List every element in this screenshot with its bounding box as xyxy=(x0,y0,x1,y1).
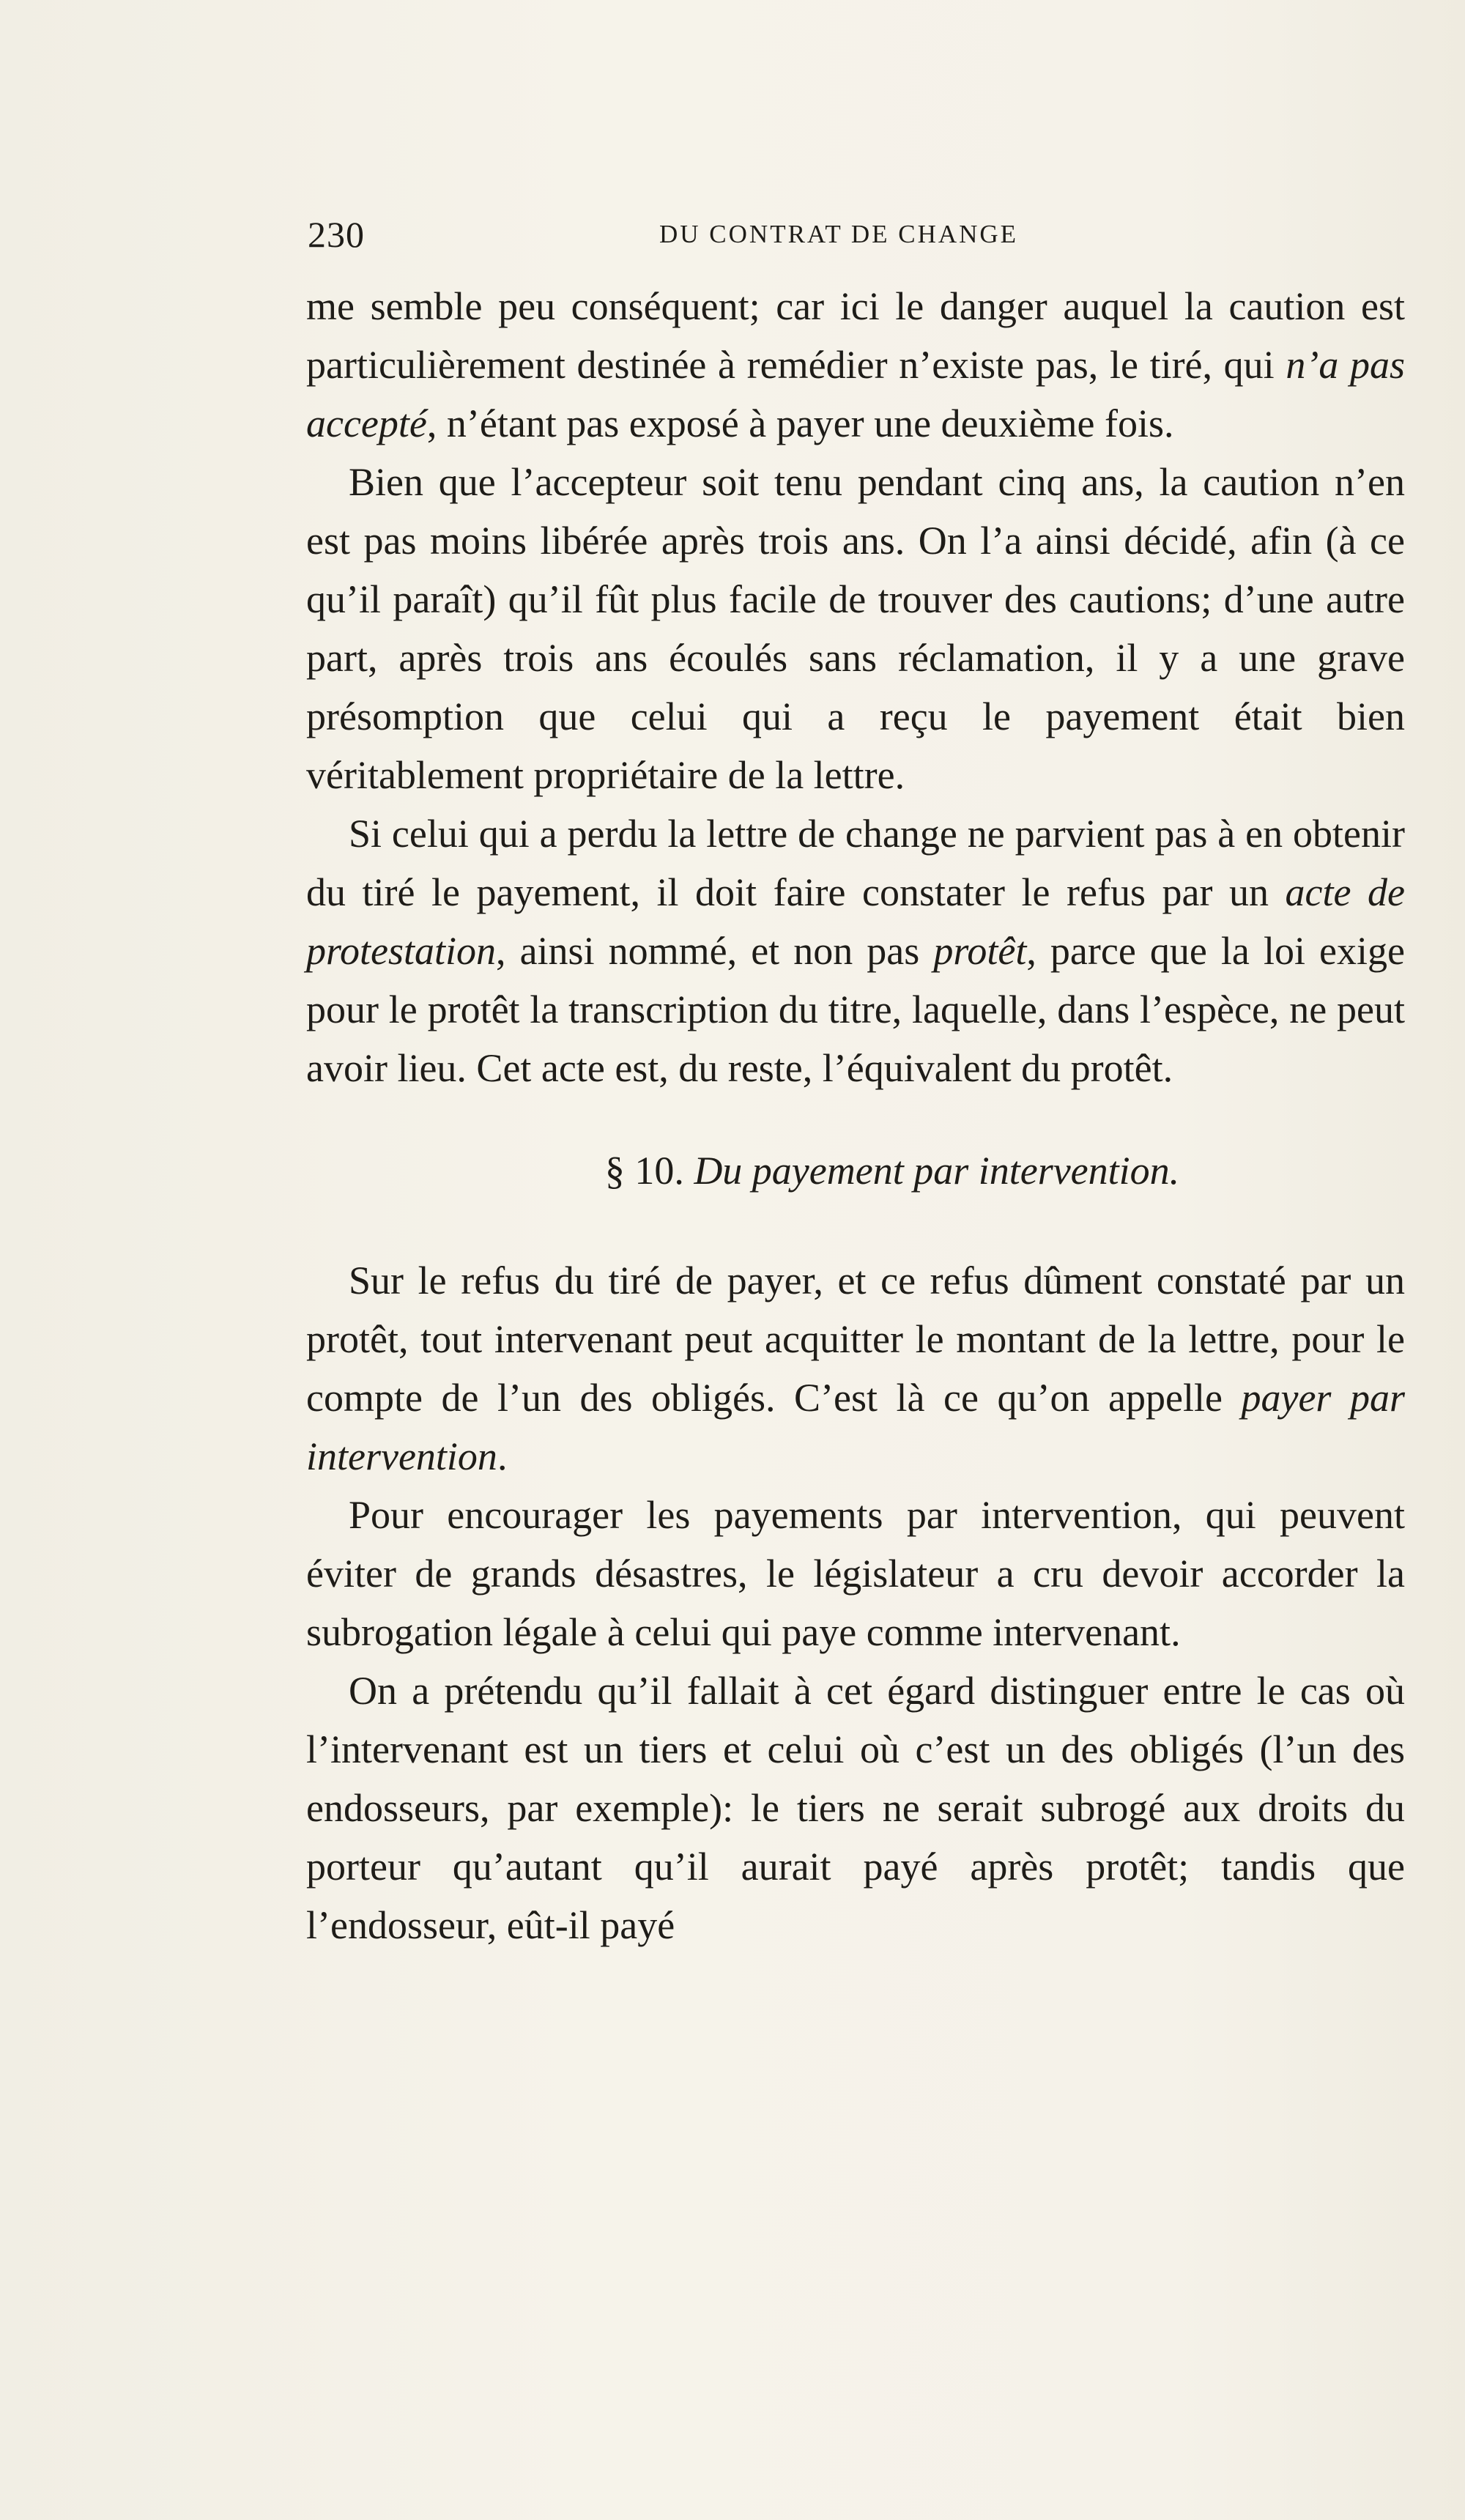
page-header xyxy=(308,209,1406,260)
paragraph-3-emphasis-a: acte de protestation xyxy=(306,870,1405,973)
page-number: 230 xyxy=(308,214,365,255)
paragraph-4-text-a: Sur le refus du tiré de payer, et ce refus dûment constaté par un protêt, tout intervenant peut acquitter le montant de la lettre, pour le compte de l’un des obligés. C’est là ce qu’on appelle xyxy=(306,1259,1405,1420)
paragraph-1-emphasis: n’a pas accepté xyxy=(306,343,1405,445)
paragraph-4 xyxy=(306,1251,1405,1486)
section-number: § 10. xyxy=(604,1149,684,1193)
paragraph-1-text-a: me semble peu conséquent; car ici le danger auquel la caution est particulièrement destinée à remédier n’existe pas, le tiré, qui xyxy=(306,284,1405,387)
paragraph-5: Pour encourager les payements par intervention, qui peuvent éviter de grands désastres, le législateur a cru devoir accorder la subrogation légale à celui qui paye comme intervenant. xyxy=(306,1493,1405,1654)
paragraph-3-emphasis-b: protêt xyxy=(933,929,1027,973)
paragraph-2: Bien que l’accepteur soit tenu pendant cinq ans, la caution n’en est pas moins libérée après trois ans. On l’a ainsi décidé, afin (à ce qu’il paraît) qu’il fût plus facile de trouver des cautions; d’une autre part, après trois ans écoulés sans réclamation, il y a une grave présomption que celui qui a reçu le payement était bien véritablement propriétaire de la lettre. xyxy=(306,460,1405,797)
section-title: Du payement par intervention. xyxy=(694,1149,1180,1193)
paragraph-6: On a prétendu qu’il fallait à cet égard distinguer entre le cas où l’intervenant est un tiers et celui où c’est un des obligés (l’un des endosseurs, par exemple): le tiers ne serait subrogé aux droits du porteur qu’autant qu’il aurait payé après protêt; tandis que l’endosseur, eût-il payé xyxy=(306,1669,1405,1947)
paragraph-3-text-a: Si celui qui a perdu la lettre de change ne parvient pas à en obtenir du tiré le payement, il doit faire constater le refus par un xyxy=(306,812,1405,914)
paragraph-1 xyxy=(306,277,1405,453)
paragraph-3-text-c: , parce que la loi exige pour le protêt la transcription du titre, laquelle, dans l’espèce, ne peut avoir lieu. Cet acte est, du reste, l’équivalent du protêt. xyxy=(306,929,1405,1090)
paragraph-4-emphasis: payer par intervention xyxy=(306,1376,1405,1478)
section-heading xyxy=(306,1141,1405,1200)
paragraph-1-text-b: , n’étant pas exposé à payer une deuxième fois. xyxy=(426,401,1174,445)
paragraph-3-text-b: , ainsi nommé, et non pas xyxy=(496,929,934,973)
paragraph-3 xyxy=(306,804,1405,1097)
body-text xyxy=(306,277,1405,1954)
paragraph-4-text-b: . xyxy=(497,1434,508,1478)
running-head: DU CONTRAT DE CHANGE xyxy=(659,220,1019,248)
